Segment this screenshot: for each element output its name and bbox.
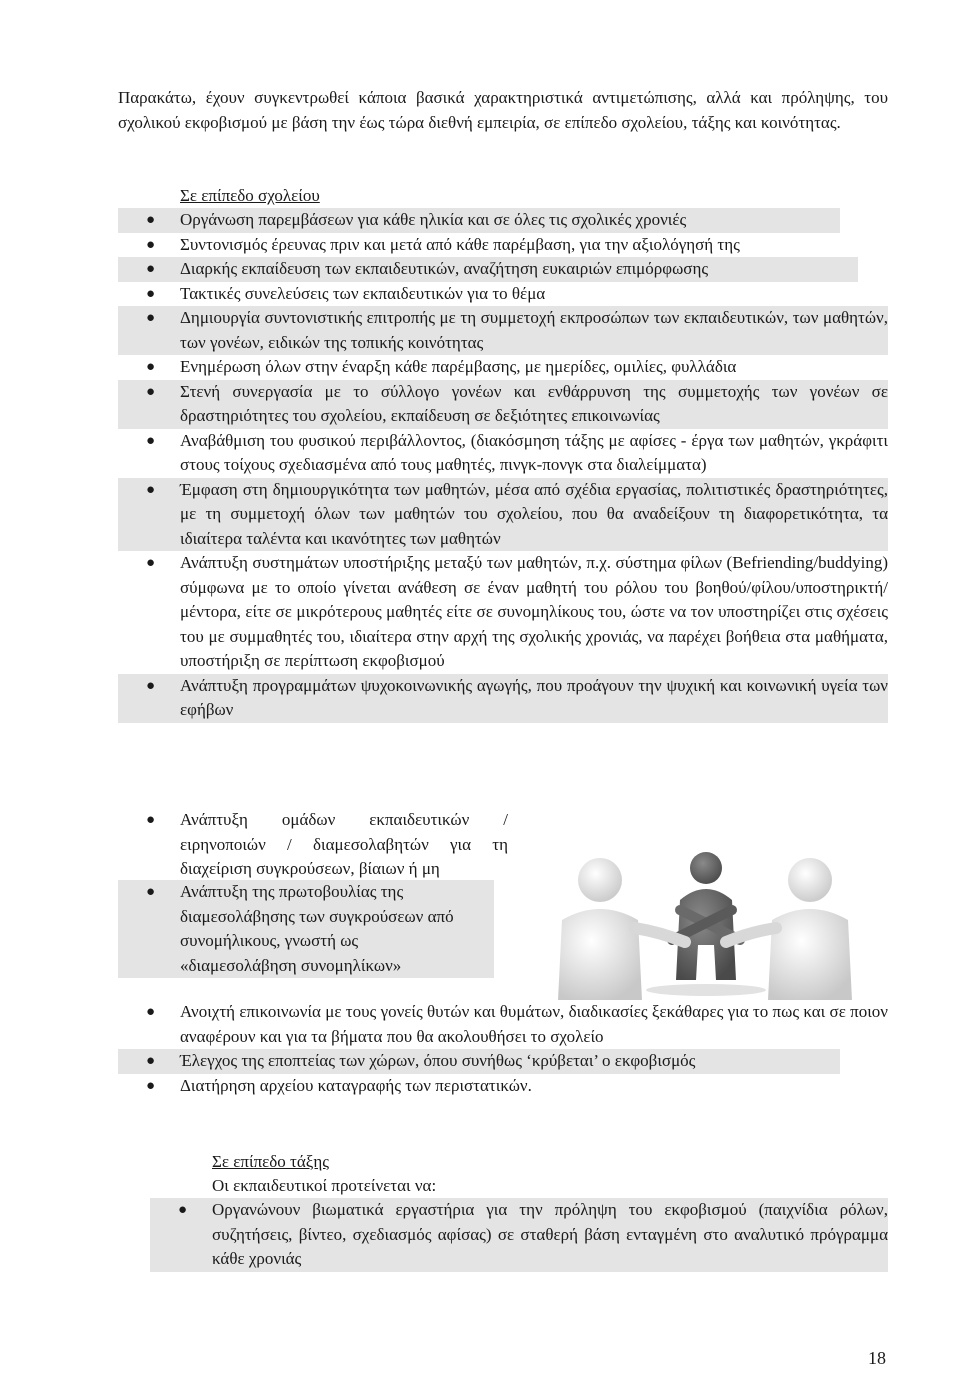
list-item: ● Ανάπτυξη συστημάτων υποστήριξης μεταξύ των μαθητών, π.χ. σύστημα φίλων (Befriending/buddying) σύμφωνα με το οποίο γίνεται ανάθεση σε έναν μαθητή του ρόλου του βοηθού/φίλου/υποστηρικτή/μέντορα, είτε σε μικρότερους μαθητές είτε σε συνομηλίκους του, ώστε να τον υποστηρίζει στις σχέσεις του με συμμαθητές του, ιδιαίτερα στην αρχή της σχολικής χρονιάς, να παρέχει βοήθεια στα μαθήματα, υποστήριξη σε περίπτωση εκφοβισμού (146, 553, 888, 670)
peer-mediation-list (118, 880, 494, 978)
intro-paragraph: Παρακάτω, έχουν συγκεντρωθεί κάποια βασικά χαρακτηριστικά αντιμετώπισης, αλλά και πρόληψης, του σχολικού εκφοβισμού με βάση την έως τώρα διεθνή εμπειρία, σε επίπεδο σχολείου, τάξης και κοινότητας. (118, 88, 888, 132)
bullet-icon: ● (146, 310, 156, 326)
list-item: ● Στενή συνεργασία με το σύλλογο γονέων και ενθάρρυνση της συμμετοχής των γονέων σε δραστηριότητες του σχολείου, εκπαίδευση σε δεξιότητες επικοινωνίας (118, 380, 888, 429)
bullet-icon: ● (146, 1077, 156, 1094)
bullet-icon: ● (146, 383, 156, 400)
communication-list (118, 1000, 888, 1098)
bullet-icon: ● (146, 236, 156, 253)
bullet-icon: ● (146, 884, 156, 900)
list-item: ● Διατήρηση αρχείου καταγραφής των περιστατικών. (118, 1074, 888, 1099)
list-item: ● Ενημέρωση όλων στην έναρξη κάθε παρέμβασης, με ημερίδες, ομιλίες, φυλλάδια (118, 355, 888, 380)
bullet-icon: ● (146, 261, 156, 277)
school-measures-list (118, 208, 888, 723)
list-item: ● Οργανώνουν βιωματικά εργαστήρια για την πρόληψη του εκφοβισμού (παιχνίδια ρόλων, συζητήσεις, βίντεο, σχεδιασμός αφίσας) σε σταθερή βάση ενταγμένη στο αναλυτικό πρόγραμμα κάθε χρονιάς (150, 1198, 888, 1272)
bullet-icon: ● (146, 812, 156, 828)
list-item: ● Ανάπτυξη της πρωτοβουλίας της διαμεσολάβησης των συγκρούσεων από συνομήλικους, γνωστή ως «διαμεσολάβηση συνομηλίκων» (118, 880, 494, 978)
people-hands-icon (540, 840, 870, 1000)
bullet-icon: ● (146, 677, 156, 694)
list-item: ● Έμφαση στη δημιουργικότητα των μαθητών, μέσα από σχέδια εργασίας, πολιτιστικές δραστηριότητες, με τη συμμετοχή όλων των μαθητών του σχολείου, που θα αναδείξουν τη διαφορετικότητα, τα ιδιαίτερα ταλέντα και ικανότητες των μαθητών (118, 478, 888, 552)
bullet-icon: ● (146, 1004, 156, 1020)
list-item: ● Συντονισμός έρευνας πριν και μετά από κάθε παρέμβαση, για την αξιολόγησή της (118, 233, 888, 258)
class-measures-list (150, 1198, 888, 1272)
class-section-intro: Οι εκπαιδευτικοί προτείνεται να: (212, 1176, 437, 1195)
page-number: 18 (868, 1348, 886, 1368)
list-item: ● Διαρκής εκπαίδευση των εκπαιδευτικών, αναζήτηση ευκαιριών επιμόρφωσης (118, 257, 858, 282)
bullet-icon: ● (146, 481, 156, 498)
bullet-icon: ● (146, 432, 156, 449)
bullet-icon: ● (146, 212, 156, 228)
class-section-heading: Σε επίπεδο τάξης (212, 1152, 329, 1171)
teamwork-illustration (540, 840, 870, 1000)
list-item: ● Ανοιχτή επικοινωνία με τους γονείς θυτών και θυμάτων, διαδικασίες ξεκάθαρες για το πως και σε ποιον αναφέρουν και για τα βήματα που θα ακολουθήσει το σχολείο (146, 1002, 888, 1046)
school-section-heading: Σε επίπεδο σχολείου (180, 186, 320, 205)
bullet-icon: ● (178, 1202, 188, 1218)
bullet-icon: ● (146, 555, 156, 571)
bullet-icon: ● (146, 285, 156, 302)
list-item: ● Τακτικές συνελεύσεις των εκπαιδευτικών για το θέμα (118, 282, 888, 307)
list-item: ● Αναβάθμιση του φυσικού περιβάλλοντος, (διακόσμηση τάξης με αφίσες - έργα των μαθητών, γκράφιτι στους τοίχους σχεδιασμένα από τους μαθητές, πινγκ-πονγκ στα διαλείμματα) (146, 430, 888, 474)
list-item: ● Δημιουργία συντονιστικής επιτροπής με τη συμμετοχή εκπροσώπων των εκπαιδευτικών, των μαθητών, των γονέων, ειδικών της τοπικής κοινότητας (118, 306, 888, 355)
list-item: ● Ανάπτυξη ομάδων εκπαιδευτικών / ειρηνοποιών / διαμεσολαβητών για τη διαχείριση συγκρούσεων, βίαιων ή μη (146, 810, 508, 878)
list-item: ● Οργάνωση παρεμβάσεων για κάθε ηλικία και σε όλες τις σχολικές χρονιές (118, 208, 840, 233)
bullet-icon: ● (146, 1053, 156, 1069)
list-item: ● Έλεγχος της εποπτείας των χώρων, όπου συνήθως ‘κρύβεται’ ο εκφοβισμός (118, 1049, 840, 1074)
bullet-icon: ● (146, 359, 156, 375)
list-item: ● Ανάπτυξη προγραμμάτων ψυχοκοινωνικής αγωγής, που προάγουν την ψυχική και κοινωνική υγεία των εφήβων (118, 674, 888, 723)
